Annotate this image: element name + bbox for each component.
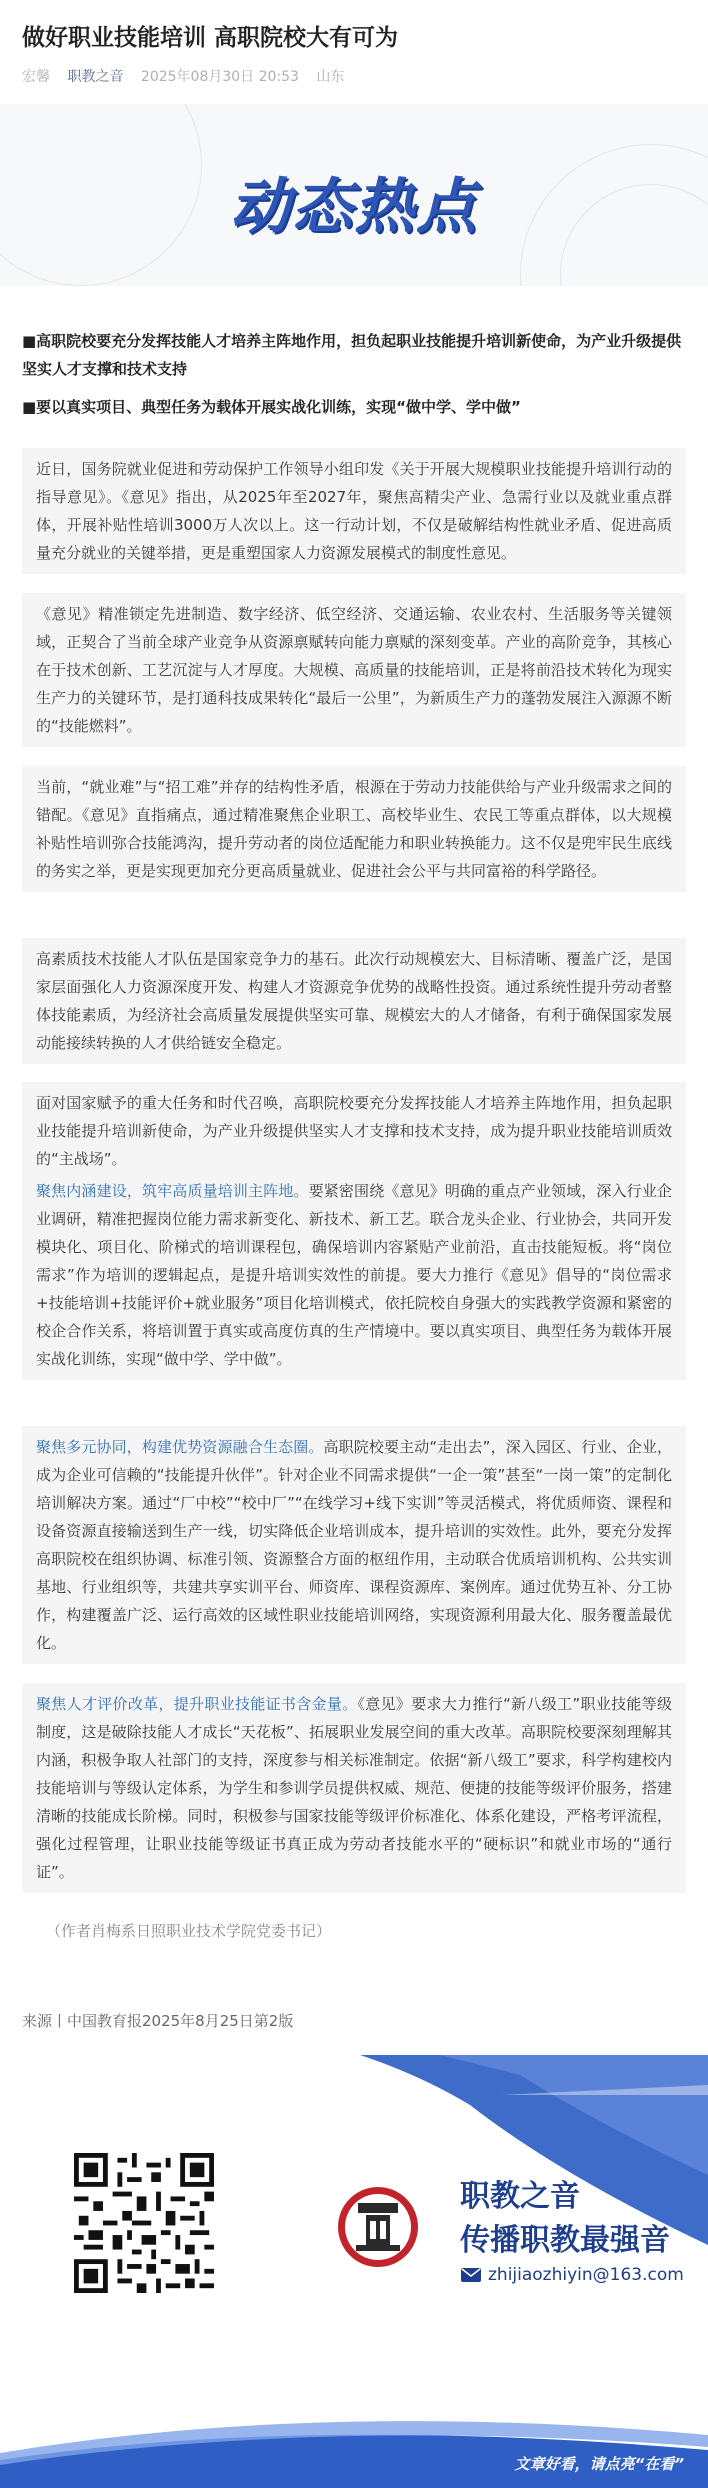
email-address: zhijiaozhiyin@163.com xyxy=(488,2265,684,2285)
article-paragraph xyxy=(22,938,686,1064)
account-name-link[interactable]: 职教之音 xyxy=(67,69,124,85)
paragraph-highlight: 聚焦人才评价改革，提升职业技能证书含金量。 xyxy=(36,1695,358,1713)
article-paragraph xyxy=(22,1170,686,1380)
qr-code xyxy=(74,2153,214,2293)
paragraph-text: 《意见》精准锁定先进制造、数字经济、低空经济、交通运输、农业农村、生活服务等关键领域，正契合了当前全球产业竞争从资源禀赋转向能力禀赋的深刻变革。产业的高阶竞争，其核心在于技术创新、工艺沉淀与人才厚度。大规模、高质量的技能培训，正是将前沿技术转化为现实生产力的关键环节，是打通科技成果转化“最后一公里”，为新质生产力的蓬勃发展注入源源不断的“技能燃料”。 xyxy=(36,605,672,735)
article-paragraph xyxy=(22,593,686,747)
footer-promo xyxy=(0,2055,708,2488)
paragraph-text: 当前，“就业难”与“招工难”并存的结构性矛盾，根源在于劳动力技能供给与产业升级需求之间的错配。《意见》直指痛点，通过精准聚焦企业职工、高校毕业生、农民工等重点群体，以大规模补贴性培训弥合技能鸿沟，提升劳动者的岗位适配能力和职业转换能力。这不仅是兜牢民生底线的务实之举，更是实现更加充分更高质量就业、促进社会公平与共同富裕的科学路径。 xyxy=(36,778,672,880)
slogan-line-2: 传播职教最强音 xyxy=(460,2223,670,2258)
paragraph-text: 高职院校要主动“走出去”，深入园区、行业、企业，成为企业可信赖的“技能提升伙伴”。针对企业不同需求提供“一企一策”甚至“一岗一策”的定制化培训解决方案。通过“厂中校”“校中厂”“在线学习+线下实训”等灵活模式，将优质师资、课程和设备资源直接输送到生产一线，切实降低企业培训成本，提升培训的实效性。此外，要充分发挥高职院校在组织协调、标准引领、资源整合方面的枢纽作用，主动联合优质培训机构、公共实训基地、行业组织等，共建共享实训平台、师资库、课程资源库、案例库。通过优势互补、分工协作，构建覆盖广泛、运行高效的区域性职业技能培训网络，实现资源利用最大化、服务覆盖最优化。 xyxy=(36,1438,672,1652)
like-prompt: 文章好看，请点亮“在看” xyxy=(514,2455,684,2473)
article-meta xyxy=(22,66,357,86)
paragraph-text: 面对国家赋予的重大任务和时代召唤，高职院校要充分发挥技能人才培养主阵地作用，担负起职业技能提升培训新使命，为产业升级提供坚实人才支撑和技术支持，成为提升职业技能培训质效的“主战场”。 xyxy=(36,1094,672,1168)
contact-email xyxy=(460,2265,684,2285)
meta-tag: 宏馨 xyxy=(22,69,50,85)
slogan-line-1: 职教之音 xyxy=(460,2179,580,2214)
article-paragraph xyxy=(22,448,686,574)
article-title: 做好职业技能培训 高职院校大有可为 xyxy=(22,25,399,51)
paragraph-text: 要紧密围绕《意见》明确的重点产业领域，深入行业企业调研，精准把握岗位能力需求新变化、新技术、新工艺。联合龙头企业、行业协会，共同开发模块化、项目化、阶梯式的培训课程包，确保培训内容紧贴产业前沿，直击技能短板。将“岗位需求”作为培训的逻辑起点，是提升培训实效性的前提。要大力推行《意见》倡导的“岗位需求+技能培训+技能评价+就业服务”项目化培训模式，依托院校自身强大的实践教学资源和紧密的校企合作关系，将培训置于真实或高度仿真的生产情境中。要以真实项目、典型任务为载体开展实战化训练，实现“做中学、学中做”。 xyxy=(36,1182,672,1368)
author-note: （作者肖梅系日照职业技术学院党委书记） xyxy=(46,1922,332,1940)
publish-location: 山东 xyxy=(316,69,345,85)
mail-icon xyxy=(460,2267,482,2283)
paragraph-highlight: 聚焦多元协同，构建优势资源融合生态圈。 xyxy=(36,1438,324,1456)
article-paragraph xyxy=(22,766,686,892)
brand-logo xyxy=(336,2185,420,2269)
banner-heading: 动态热点 xyxy=(230,172,478,242)
paragraph-highlight: 聚焦内涵建设，筑牢高质量培训主阵地。 xyxy=(36,1182,309,1200)
header-banner xyxy=(0,104,708,286)
article-paragraph xyxy=(22,1683,686,1893)
lead-summary-2: ■要以真实项目、典型任务为载体开展实战化训练，实现“做中学、学中做” xyxy=(22,398,521,416)
lead-summary-1: ■高职院校要充分发挥技能人才培养主阵地作用，担负起职业技能提升培训新使命，为产业升级提供坚实人才支撑和技术支持 xyxy=(22,332,682,378)
article-source: 来源丨中国教育报2025年8月25日第2版 xyxy=(22,2012,294,2030)
paragraph-text: 《意见》要求大力推行“新八级工”职业技能等级制度，这是破除技能人才成长“天花板”、拓展职业发展空间的重大改革。高职院校要深刻理解其内涵，积极争取人社部门的支持，深度参与相关标准制定。依据“新八级工”要求，科学构建校内技能培训与等级认定体系，为学生和参训学员提供权威、规范、便捷的技能等级评价服务，搭建清晰的技能成长阶梯。同时，积极参与国家技能等级评价标准化、体系化建设，严格考评流程，强化过程管理，让职业技能等级证书真正成为劳动者技能水平的“硬标识”和就业市场的“通行证”。 xyxy=(36,1695,672,1881)
publish-datetime: 2025年08月30日 20:53 xyxy=(140,69,299,85)
article-paragraph xyxy=(22,1426,686,1664)
paragraph-text: 近日，国务院就业促进和劳动保护工作领导小组印发《关于开展大规模职业技能提升培训行动的指导意见》。《意见》指出，从2025年至2027年，聚焦高精尖产业、急需行业以及就业重点群体，开展补贴性培训3000万人次以上。这一行动计划，不仅是破解结构性就业矛盾、促进高质量充分就业的关键举措，更是重塑国家人力资源发展模式的制度性意见。 xyxy=(36,460,672,562)
article-paragraph xyxy=(22,1082,686,1180)
paragraph-text: 高素质技术技能人才队伍是国家竞争力的基石。此次行动规模宏大、目标清晰、覆盖广泛，是国家层面强化人力资源深度开发、构建人才资源竞争优势的战略性投资。通过系统性提升劳动者整体技能素质，为经济社会高质量发展提供坚实可靠、规模宏大的人才储备，有利于确保国家发展动能接续转换的人才供给链安全稳定。 xyxy=(36,950,672,1052)
